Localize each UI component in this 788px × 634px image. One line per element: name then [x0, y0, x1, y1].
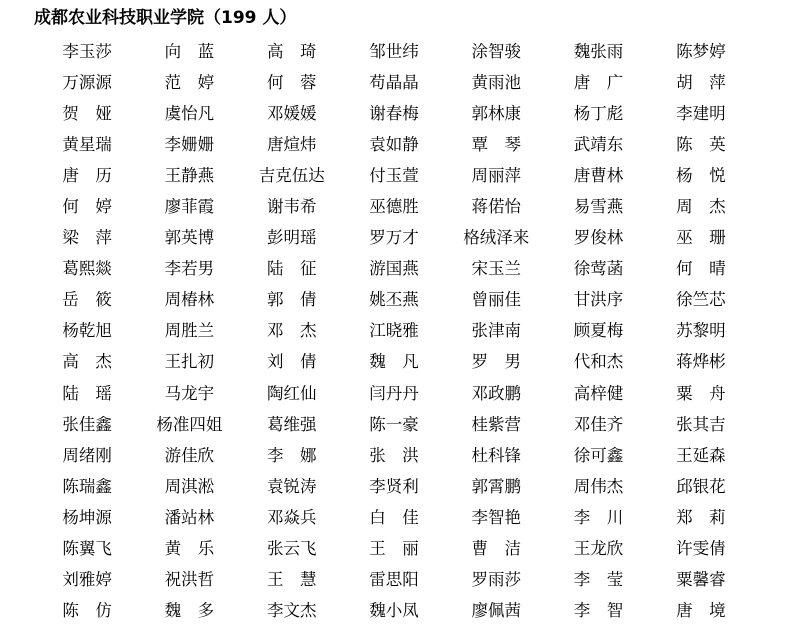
name-entry: 宋玉兰 [471, 259, 522, 279]
name-entry: 罗万才 [369, 228, 419, 248]
name-entry: 郭 倩 [266, 290, 317, 310]
name-entry: 徐可鑫 [573, 445, 624, 465]
name-entry: 王 慧 [266, 570, 317, 590]
name-entry: 刘 倩 [266, 352, 317, 372]
name-entry: 葛熙燚 [62, 259, 112, 279]
name-row [36, 223, 752, 254]
name-entry: 甘洪序 [573, 290, 624, 310]
name-entry: 桂紫营 [471, 414, 522, 434]
name-row [36, 285, 752, 316]
name-entry: 高梓健 [573, 383, 624, 403]
name-entry: 邓佳齐 [573, 414, 624, 434]
name-entry: 吉克伍达 [258, 165, 325, 185]
name-entry: 廖佩茜 [471, 601, 522, 621]
name-entry: 李 娜 [266, 445, 317, 465]
name-entry: 李 莹 [573, 570, 624, 590]
name-row [36, 565, 752, 596]
name-entry: 武靖东 [573, 134, 624, 154]
name-entry: 万源源 [62, 72, 112, 92]
name-entry: 杨 悦 [676, 165, 726, 185]
name-entry: 游国燕 [369, 259, 419, 279]
name-entry: 杨坤源 [62, 507, 112, 527]
name-entry: 徐竺芯 [676, 290, 726, 310]
name-row [36, 440, 752, 471]
section-heading: 成都农业科技职业学院（199 人） [34, 8, 297, 28]
name-row [36, 36, 752, 67]
name-entry: 罗 男 [471, 352, 522, 372]
name-entry: 郑 莉 [676, 507, 726, 527]
name-entry: 王扎初 [164, 352, 215, 372]
name-row [36, 471, 752, 502]
name-entry: 李若男 [164, 259, 215, 279]
name-entry: 袁锐涛 [266, 476, 317, 496]
name-entry: 张云飞 [266, 539, 317, 559]
name-entry: 代和杰 [573, 352, 624, 372]
name-entry: 邓 杰 [266, 321, 317, 341]
name-entry: 巫 珊 [676, 228, 726, 248]
name-entry: 唐曹林 [573, 165, 624, 185]
name-row [36, 596, 752, 627]
name-entry: 黄星瑞 [62, 134, 112, 154]
name-entry: 陆 瑶 [62, 383, 112, 403]
name-entry: 唐煊炜 [266, 134, 317, 154]
name-entry: 杨准四姐 [156, 414, 223, 434]
name-entry: 顾夏梅 [573, 321, 624, 341]
name-entry: 贺 娅 [62, 103, 112, 123]
name-entry: 唐 广 [573, 72, 624, 92]
name-entry: 苏黎明 [676, 321, 726, 341]
name-entry: 粟 舟 [676, 383, 726, 403]
name-entry: 邱银花 [676, 476, 726, 496]
name-entry: 覃 琴 [471, 134, 522, 154]
name-entry: 李 川 [573, 507, 624, 527]
name-entry: 陈一豪 [369, 414, 419, 434]
name-row [36, 502, 752, 533]
name-entry: 邓政鹏 [471, 383, 522, 403]
name-list [36, 36, 752, 627]
name-entry: 易雪燕 [573, 197, 624, 217]
name-entry: 蒋偌怡 [471, 197, 522, 217]
name-entry: 袁如静 [369, 134, 419, 154]
name-entry: 徐莺菡 [573, 259, 624, 279]
name-entry: 梁 萍 [62, 228, 112, 248]
name-entry: 许雯倩 [676, 539, 726, 559]
name-entry: 游佳欣 [164, 445, 215, 465]
name-entry: 魏小凤 [369, 601, 419, 621]
name-entry: 唐 历 [62, 165, 112, 185]
name-entry: 杨乾旭 [62, 321, 112, 341]
name-entry: 陈翼飞 [62, 539, 112, 559]
name-entry: 黄雨池 [471, 72, 522, 92]
name-entry: 周 杰 [676, 197, 726, 217]
name-row [36, 67, 752, 98]
name-entry: 范 婷 [164, 72, 215, 92]
name-entry: 李文杰 [266, 601, 317, 621]
name-entry: 陆 征 [266, 259, 317, 279]
name-entry: 李姗姗 [164, 134, 215, 154]
name-entry: 黄 乐 [164, 539, 215, 559]
name-entry: 王延森 [676, 445, 726, 465]
name-entry: 郭英博 [164, 228, 215, 248]
name-entry: 张津南 [471, 321, 522, 341]
name-entry: 李智艳 [471, 507, 522, 527]
name-entry: 魏 凡 [369, 352, 419, 372]
name-entry: 周胜兰 [164, 321, 215, 341]
name-entry: 李玉莎 [62, 41, 112, 61]
name-entry: 郭霄鹏 [471, 476, 522, 496]
name-entry: 邓媛媛 [266, 103, 317, 123]
name-entry: 高 琦 [266, 41, 317, 61]
name-entry: 祝洪哲 [164, 570, 215, 590]
name-entry: 何 婷 [62, 197, 112, 217]
name-entry: 杨丁彪 [573, 103, 624, 123]
name-entry: 闫丹丹 [369, 383, 419, 403]
name-entry: 何 晴 [676, 259, 726, 279]
name-row [36, 534, 752, 565]
name-entry: 周伟杰 [573, 476, 624, 496]
name-entry: 郭林康 [471, 103, 522, 123]
name-entry: 巫德胜 [369, 197, 419, 217]
name-entry: 周绪刚 [62, 445, 112, 465]
name-entry: 周椿林 [164, 290, 215, 310]
name-entry: 李贤利 [369, 476, 419, 496]
name-entry: 马龙宇 [164, 383, 215, 403]
name-entry: 李建明 [676, 103, 726, 123]
name-entry: 罗俊林 [573, 228, 624, 248]
name-entry: 周淇淞 [164, 476, 215, 496]
name-entry: 胡 萍 [676, 72, 726, 92]
name-row [36, 129, 752, 160]
name-entry: 雷思阳 [369, 570, 419, 590]
name-entry: 陶红仙 [266, 383, 317, 403]
name-entry: 格绒泽来 [463, 228, 530, 248]
name-entry: 邓焱兵 [266, 507, 317, 527]
name-entry: 粟馨睿 [676, 570, 726, 590]
name-entry: 何 蓉 [266, 72, 317, 92]
name-entry: 姚丕燕 [369, 290, 419, 310]
name-entry: 魏张雨 [573, 41, 624, 61]
name-row [36, 160, 752, 191]
name-row [36, 347, 752, 378]
name-entry: 白 佳 [369, 507, 419, 527]
name-entry: 邹世纬 [369, 41, 419, 61]
name-row [36, 191, 752, 222]
name-entry: 王 丽 [369, 539, 419, 559]
name-row [36, 254, 752, 285]
name-entry: 张佳鑫 [62, 414, 112, 434]
name-entry: 付玉萱 [369, 165, 419, 185]
name-entry: 曾丽佳 [471, 290, 522, 310]
name-entry: 周丽萍 [471, 165, 522, 185]
name-entry: 高 杰 [62, 352, 112, 372]
name-entry: 谢春梅 [369, 103, 419, 123]
name-entry: 张其吉 [676, 414, 726, 434]
name-entry: 张 洪 [369, 445, 419, 465]
name-entry: 涂智骏 [471, 41, 522, 61]
name-row [36, 378, 752, 409]
name-entry: 陈瑞鑫 [62, 476, 112, 496]
name-entry: 陈 英 [676, 134, 726, 154]
name-entry: 虞怡凡 [164, 103, 215, 123]
name-entry: 彭明瑶 [266, 228, 317, 248]
name-entry: 葛维强 [266, 414, 317, 434]
name-entry: 潘站林 [164, 507, 215, 527]
name-entry: 苟晶晶 [369, 72, 419, 92]
name-entry: 廖菲霞 [164, 197, 215, 217]
name-row [36, 316, 752, 347]
name-entry: 罗雨莎 [471, 570, 522, 590]
name-entry: 江晓雅 [369, 321, 419, 341]
name-entry: 唐 境 [676, 601, 726, 621]
name-entry: 谢韦希 [266, 197, 317, 217]
name-entry: 陈梦婷 [676, 41, 726, 61]
name-row [36, 409, 752, 440]
name-row [36, 98, 752, 129]
name-entry: 魏 多 [164, 601, 215, 621]
name-entry: 陈 仿 [62, 601, 112, 621]
name-entry: 李 智 [573, 601, 624, 621]
name-entry: 岳 筱 [62, 290, 112, 310]
name-entry: 蒋烨彬 [676, 352, 726, 372]
name-entry: 向 蓝 [164, 41, 215, 61]
name-entry: 刘雅婷 [62, 570, 112, 590]
name-entry: 王静燕 [164, 165, 215, 185]
name-entry: 曹 洁 [471, 539, 522, 559]
name-entry: 杜科锋 [471, 445, 522, 465]
name-entry: 王龙欣 [573, 539, 624, 559]
